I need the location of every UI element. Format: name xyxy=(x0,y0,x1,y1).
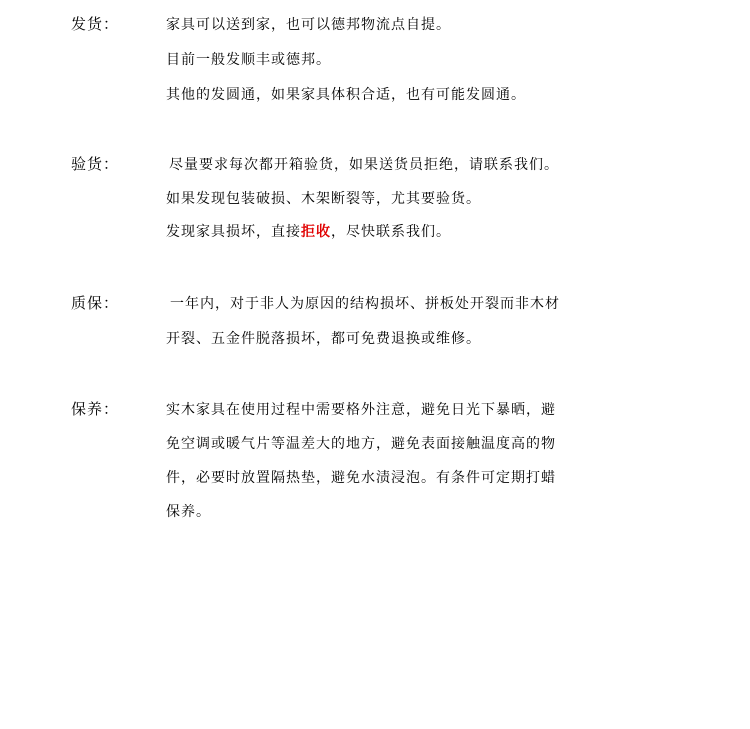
inspection-line-3-after: ，尽快联系我们。 xyxy=(331,224,451,240)
maintenance-line-1: 实木家具在使用过程中需要格外注意，避免日光下暴晒，避 xyxy=(166,402,556,418)
inspection-line-2: 如果发现包装破损、木架断裂等，尤其要验货。 xyxy=(166,191,481,207)
inspection-label: 验货： xyxy=(71,155,120,173)
shipping-line-1: 家具可以送到家，也可以德邦物流点自提。 xyxy=(166,17,451,33)
inspection-line-3 xyxy=(166,222,451,242)
maintenance-line-2: 免空调或暖气片等温差大的地方，避免表面接触温度高的物 xyxy=(166,436,556,452)
warranty-line-2: 开裂、五金件脱落损坏，都可免费退换或维修。 xyxy=(166,331,481,347)
shipping-line-2: 目前一般发顺丰或德邦。 xyxy=(166,52,331,68)
maintenance-line-3: 件，必要时放置隔热垫，避免水渍浸泡。有条件可定期打蜡 xyxy=(166,470,556,486)
shipping-label: 发货： xyxy=(71,15,120,33)
reject-emphasis-text: 拒收 xyxy=(301,224,331,240)
inspection-line-3-before: 发现家具损坏，直接 xyxy=(166,224,301,240)
warranty-line-1: 一年内，对于非人为原因的结构损坏、拼板处开裂而非木材 xyxy=(170,296,560,312)
warranty-label: 质保： xyxy=(71,294,120,312)
maintenance-label: 保养： xyxy=(71,400,120,418)
shipping-line-3: 其他的发圆通，如果家具体积合适，也有可能发圆通。 xyxy=(166,87,526,103)
inspection-line-1: 尽量要求每次都开箱验货，如果送货员拒绝，请联系我们。 xyxy=(169,157,559,173)
maintenance-line-4: 保养。 xyxy=(166,504,211,520)
